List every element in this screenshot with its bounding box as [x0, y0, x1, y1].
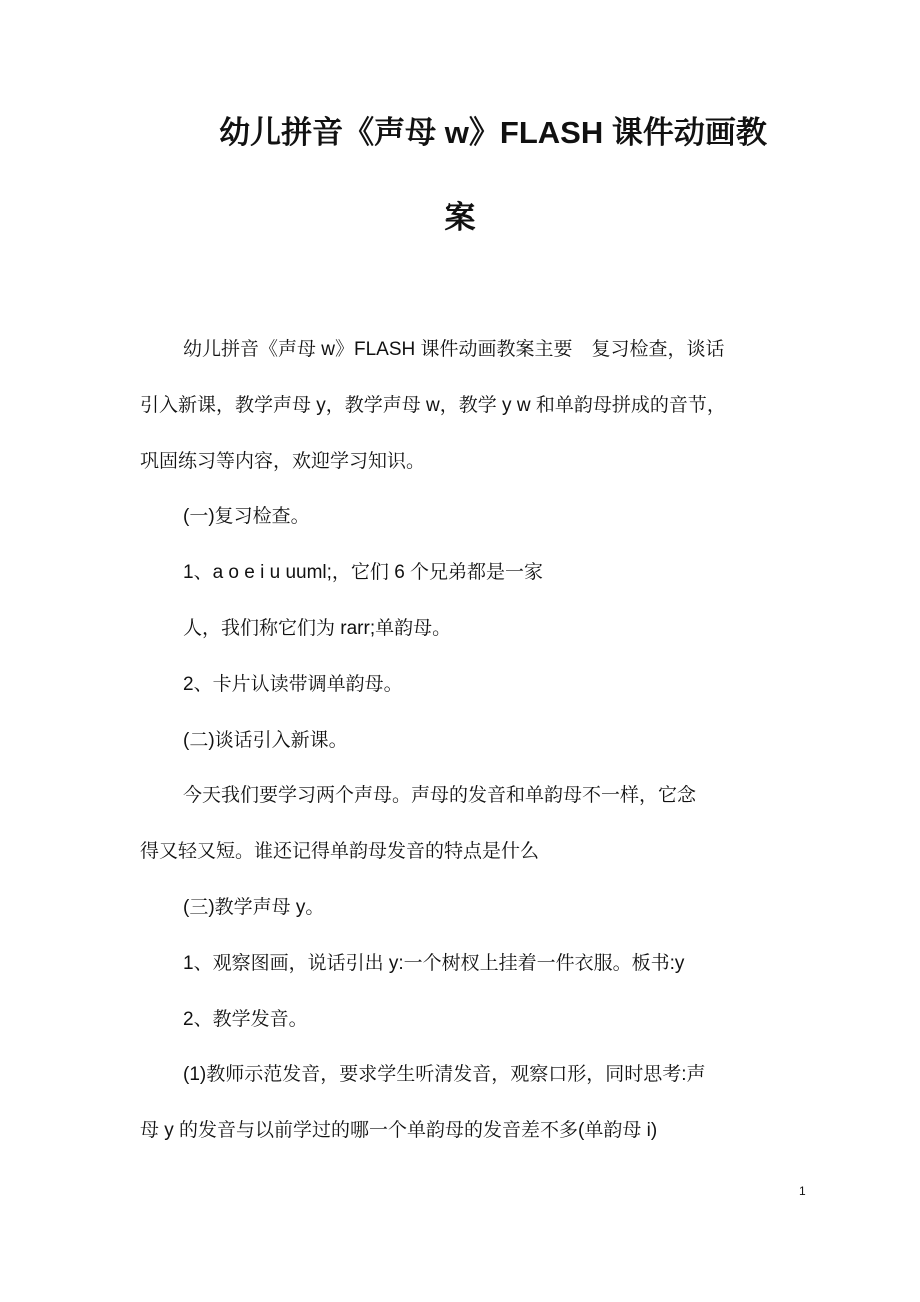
text-line: 巩固练习等内容，欢迎学习知识。 — [140, 450, 426, 472]
text-line: 今天我们要学习两个声母。声母的发音和单韵母不一样，它念 — [183, 785, 697, 807]
document-title-line-2: 案 — [444, 200, 476, 235]
document-title-line-1: 幼儿拼音《声母 w》FLASH 课件动画教 — [219, 115, 767, 150]
text-line: (一)复习检查。 — [183, 506, 310, 528]
text-line: (二)谈话引入新课。 — [183, 729, 348, 751]
text-line: 得又轻又短。谁还记得单韵母发音的特点是什么 — [140, 841, 540, 863]
text-line: 人，我们称它们为 rarr;单韵母。 — [183, 618, 452, 639]
text-line: (三)教学声母 y。 — [183, 897, 325, 918]
text-line: 引入新课，教学声母 y，教学声母 w，教学 y w 和单韵母拼成的音节， — [140, 394, 726, 416]
text-line: 2、卡片认读带调单韵母。 — [183, 673, 403, 695]
text-line: 1、观察图画，说话引出 y:一个树杈上挂着一件衣服。板书:y — [183, 952, 685, 974]
text-line: 母 y 的发音与以前学过的哪一个单韵母的发音差不多(单韵母 i) — [140, 1120, 658, 1142]
text-line: 幼儿拼音《声母 w》FLASH 课件动画教案主要 复习检查，谈话 — [183, 339, 725, 360]
text-line: 2、教学发音。 — [183, 1008, 308, 1030]
text-line: 1、a o e i u uuml;，它们 6 个兄弟都是一家 — [183, 562, 544, 584]
page-number: 1 — [799, 1184, 806, 1198]
text-line: (1)教师示范发音，要求学生听清发音，观察口形，同时思考:声 — [183, 1064, 706, 1086]
